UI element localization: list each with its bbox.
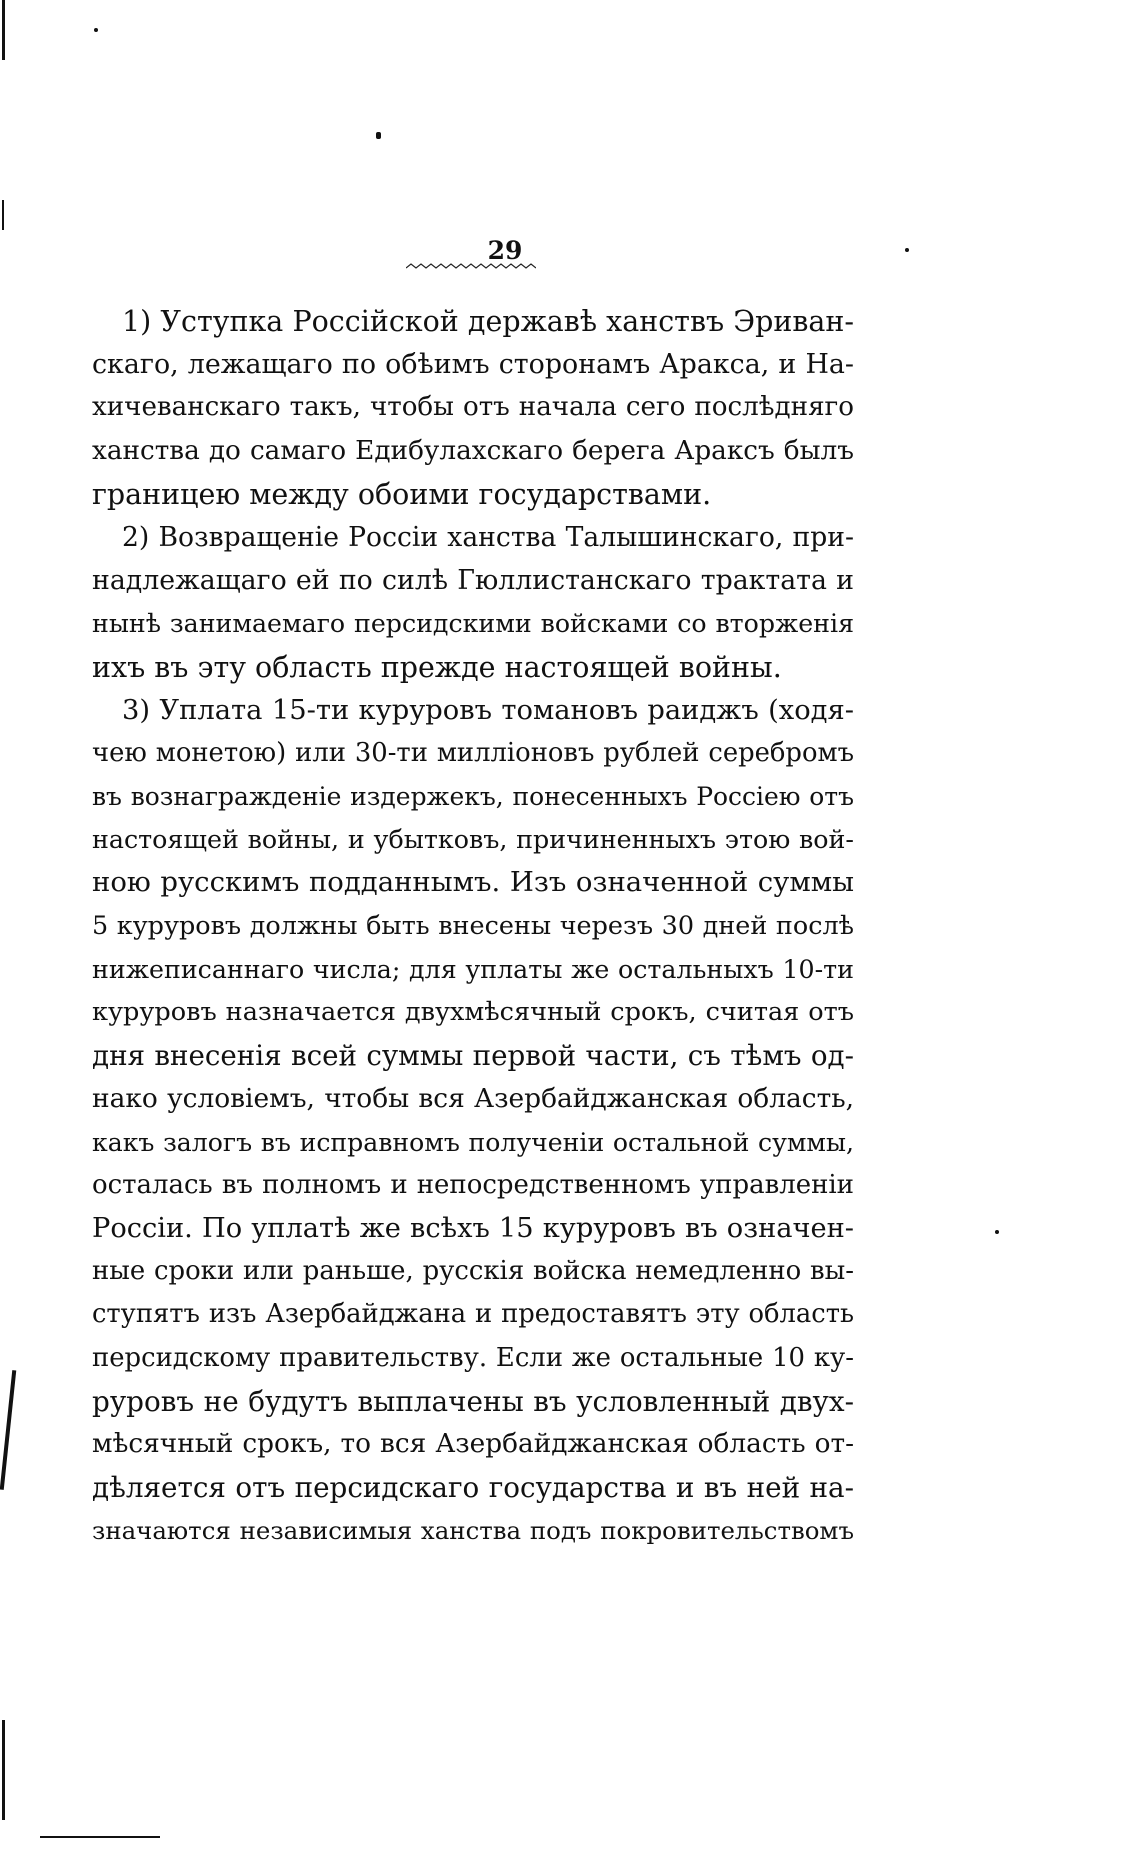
text-line: 2) Возвращеніе Россіи ханства Талышинскаго, при-	[122, 521, 854, 553]
scan-edge-mark	[2, 0, 5, 60]
text-line: 3) Уплата 15-ти куруровъ томановъ раиджъ (ходя-	[122, 694, 854, 726]
text-line: руровъ не будутъ выплачены въ условленный двух-	[92, 1384, 854, 1418]
scan-dot	[376, 132, 381, 139]
text-line: скаго, лежащаго по обѣимъ сторонамъ Аракса, и На-	[92, 349, 854, 381]
scan-dot	[905, 248, 909, 252]
text-line: какъ залогъ въ исправномъ полученіи остальной суммы,	[92, 1127, 854, 1157]
text-line: настоящей войны, и убытковъ, причиненныхъ этою вой-	[92, 824, 854, 855]
scan-edge-mark	[0, 1370, 16, 1490]
text-line: въ вознагражденіе издержекъ, понесенныхъ Россіею отъ	[92, 782, 854, 812]
text-line: Россіи. По уплатѣ же всѣхъ 15 куруровъ въ означен-	[92, 1212, 854, 1244]
text-line: ступятъ изъ Азербайджана и предоставятъ эту область	[92, 1299, 854, 1330]
text-line: 5 куруровъ должны быть внесены черезъ 30 дней послѣ	[92, 910, 854, 941]
text-line: куруровъ назначается двухмѣсячный срокъ, считая отъ	[92, 997, 854, 1027]
text-line: 1) Уступка Россійской державѣ ханствъ Эриван-	[122, 305, 854, 338]
text-line: ханства до самаго Едибулахскаго берега Араксъ былъ	[92, 435, 854, 466]
scan-dot	[995, 1230, 999, 1234]
paragraph	[92, 689, 854, 1553]
paragraph	[92, 516, 854, 689]
scan-dot	[94, 28, 98, 32]
text-line: значаются независимыя ханства подъ покровительствомъ	[92, 1516, 854, 1546]
scan-edge-mark	[2, 200, 4, 230]
text-line: персидскому правительству. Если же остальные 10 ку-	[92, 1342, 854, 1373]
body-text	[92, 300, 854, 1552]
text-line: осталась въ полномъ и непосредственномъ управленіи	[92, 1169, 854, 1200]
text-line: границею между обоими государствами.	[92, 477, 712, 511]
text-line: ные сроки или раньше, русскія войска немедленно вы-	[92, 1256, 854, 1287]
text-line: дня внесенія всей суммы первой части, съ тѣмъ од-	[92, 1039, 854, 1073]
text-line: хичеванскаго такъ, чтобы отъ начала сего послѣдняго	[92, 392, 854, 423]
text-line: дѣляется отъ персидскаго государства и въ ней на-	[92, 1471, 854, 1505]
text-line: мѣсячный срокъ, то вся Азербайджанская область от-	[92, 1428, 854, 1459]
page-number: 29	[487, 236, 523, 265]
scan-edge-mark	[2, 1720, 5, 1820]
page-number-ornament	[406, 262, 536, 272]
text-line: нынѣ занимаемаго персидскими войсками со вторженія	[92, 609, 854, 639]
text-line: чею монетою) или 30-ти милліоновъ рублей серебромъ	[92, 737, 854, 768]
text-line: ихъ въ эту область прежде настоящей войны.	[92, 650, 782, 684]
text-line: ною русскимъ подданнымъ. Изъ означенной суммы	[92, 866, 854, 899]
paragraph	[92, 300, 854, 516]
text-line: надлежащаго ей по силѣ Гюллистанскаго трактата и	[92, 565, 854, 597]
scan-line	[40, 1836, 160, 1838]
text-line: нижеписаннаго числа; для уплаты же остальныхъ 10-ти	[92, 954, 854, 984]
text-line: нако условіемъ, чтобы вся Азербайджанская область,	[92, 1083, 854, 1115]
